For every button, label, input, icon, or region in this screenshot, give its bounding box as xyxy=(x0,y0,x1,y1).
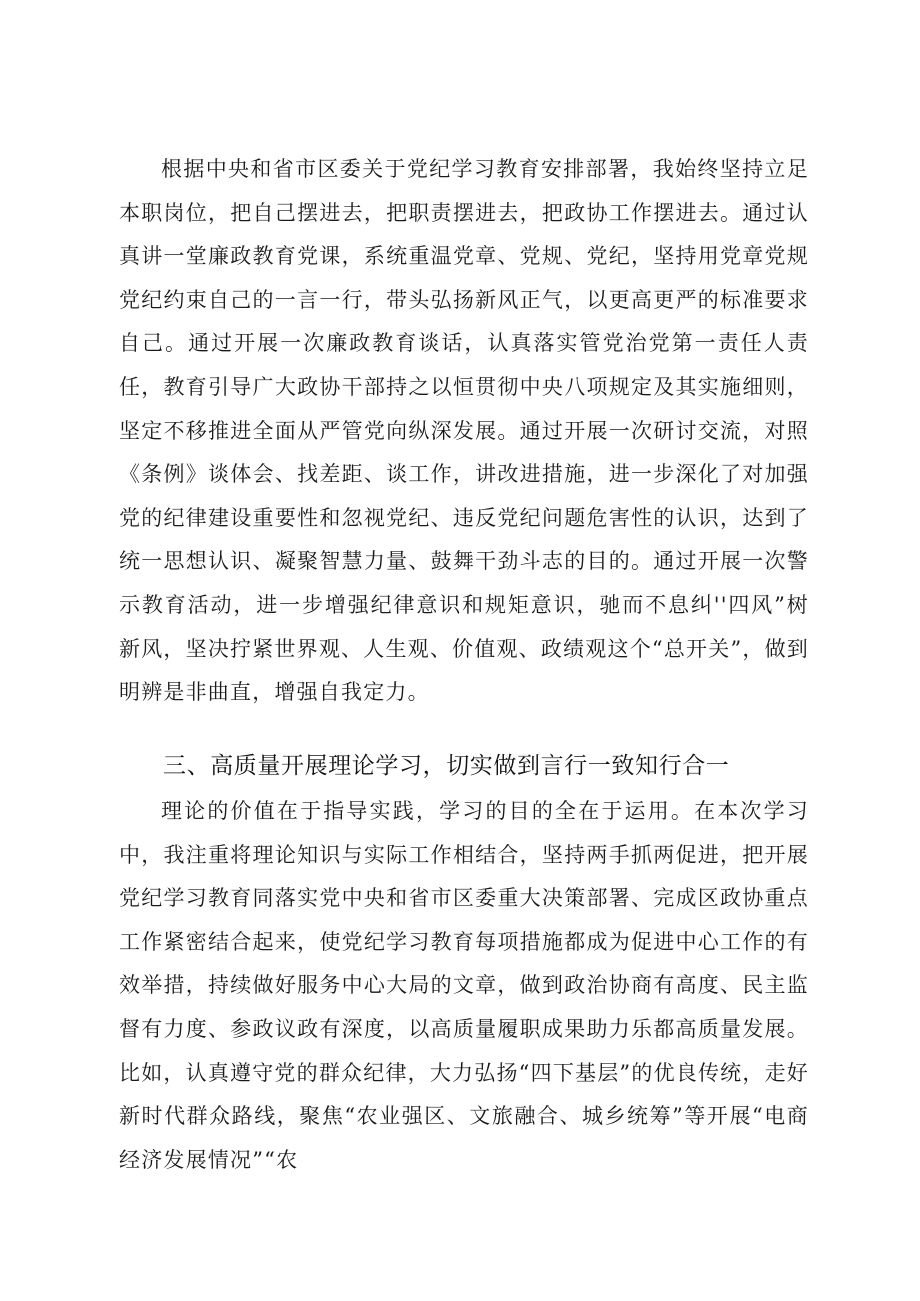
body-paragraph-1: 根据中央和省市区委关于党纪学习教育安排部署，我始终坚持立足本职岗位，把自己摆进去，把职责摆进去，把政协工作摆进去。通过认真讲一堂廉政教育党课，系统重温党章、党规、党纪，坚持用党章党规党纪约束自己的一言一行，带头弘扬新风正气，以更高更严的标准要求自己。通过开展一次廉政教育谈话，认真落实管党治党第一责任人责任，教育引导广大政协干部持之以恒贯彻中央八项规定及其实施细则，坚定不移推进全面从严管党向纵深发展。通过开展一次研讨交流，对照《条例》谈体会、找差距、谈工作，讲改进措施，进一步深化了对加强党的纪律建设重要性和忽视党纪、违反党纪问题危害性的认识，达到了统一思想认识、凝聚智慧力量、鼓舞干劲斗志的目的。通过开展一次警示教育活动，进一步增强纪律意识和规矩意识，驰而不息纠''四风”树新风，坚决拧紧世界观、人生观、价值观、政绩观这个“总开关”，做到明辨是非曲直，增强自我定力。 xyxy=(119,157,809,705)
section-heading-3: 三、高质量开展理论学习，切实做到言行一致知行合一 xyxy=(163,753,730,779)
body-paragraph-2: 理论的价值在于指导实践，学习的目的全在于运用。在本次学习中，我注重将理论知识与实际工作相结合，坚持两手抓两促进，把开展党纪学习教育同落实党中央和省市区委重大决策部署、完成区政协重点工作紧密结合起来，使党纪学习教育每项措施都成为促进中心工作的有效举措，持续做好服务中心大局的文章，做到政治协商有高度、民主监督有力度、参政议政有深度，以高质量履职成果助力乐都高质量发展。比如，认真遵守党的群众纪律，大力弘扬“四下基层”的优良传统，走好新时代群众路线，聚焦“农业强区、文旅融合、城乡统筹”等开展“电商经济发展情况”“农 xyxy=(119,799,809,1172)
